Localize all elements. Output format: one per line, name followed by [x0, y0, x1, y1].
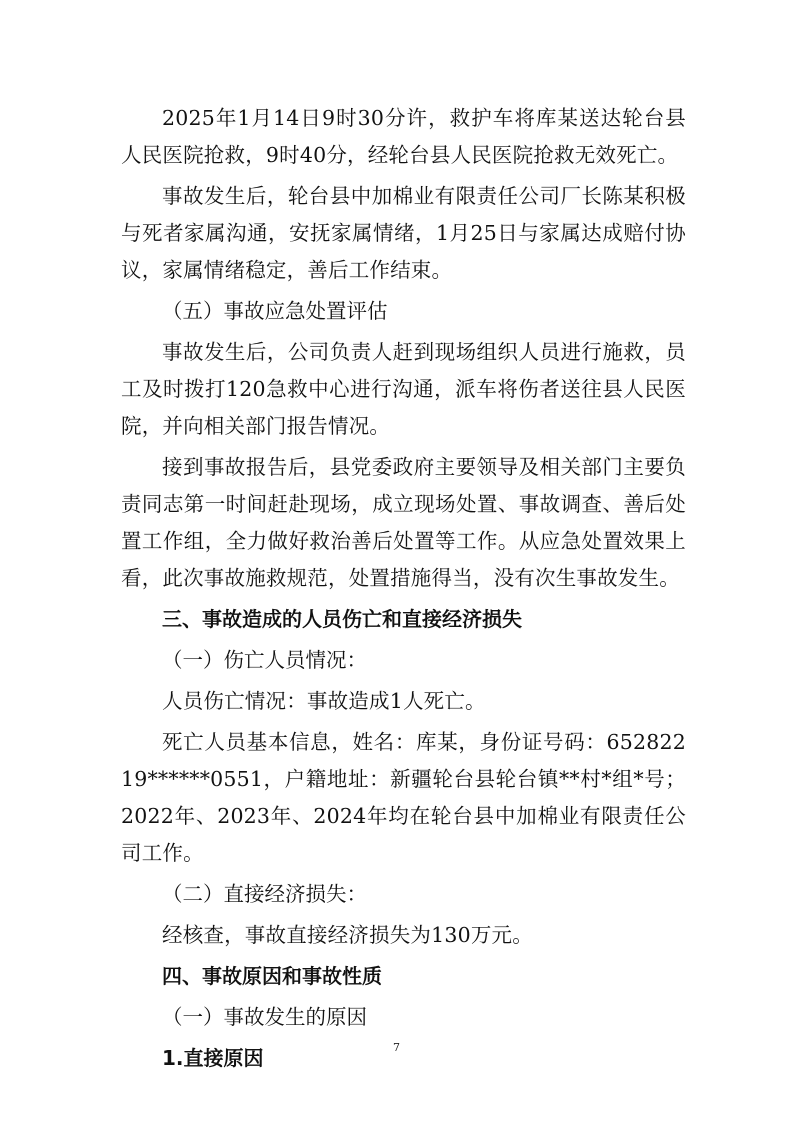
- paragraph-loss-amount: 经核查，事故直接经济损失为130万元。: [162, 923, 533, 947]
- paragraph-aftermath: 事故发生后，轮台县中加棉业有限责任公司厂长陈某积极与死者家属沟通，安抚家属情绪，1月25日与家属达成赔付协议，家属情绪稳定，善后工作结束。: [121, 184, 686, 282]
- heading-cause-nature: 四、事故原因和事故性质: [162, 964, 382, 988]
- paragraph-company-response: 事故发生后，公司负责人赶到现场组织人员进行施救，员工及时拨打120急救中心进行沟通，派车将伤者送往县人民医院，并向相关部门报告情况。: [121, 340, 686, 438]
- page-number: 7: [393, 1041, 400, 1054]
- paragraph-casualty-summary: 人员伤亡情况：事故造成1人死亡。: [162, 689, 486, 713]
- subheading-accident-cause: （一）事故发生的原因: [162, 1005, 367, 1029]
- heading-casualties-losses: 三、事故造成的人员伤亡和直接经济损失: [162, 607, 522, 631]
- paragraph-rescue-time: 2025年1月14日9时30分许，救护车将库某送达轮台县人民医院抢救，9时40分，经轮台县人民医院抢救无效死亡。: [121, 106, 686, 167]
- paragraph-deceased-info: 死亡人员基本信息，姓名：库某，身份证号码：65282219******0551，户籍地址：新疆轮台县轮台镇**村*组*号；2022年、2023年、2024年均在轮台县中加棉业有限责任公司工作。: [121, 730, 686, 865]
- subheading-emergency-evaluation: （五）事故应急处置评估: [162, 299, 388, 323]
- paragraph-government-response: 接到事故报告后，县党委政府主要领导及相关部门主要负责同志第一时间赶赴现场，成立现场处置、事故调查、善后处置工作组，全力做好救治善后处置等工作。从应急处置效果上看，此次事故施救规范，处置措施得当，没有次生事故发生。: [121, 455, 686, 590]
- subheading-direct-cause: 1.直接原因: [162, 1046, 264, 1070]
- subheading-economic-loss: （二）直接经济损失：: [162, 882, 367, 906]
- document-body: [121, 100, 686, 1077]
- subheading-casualty-info: （一）伤亡人员情况：: [162, 648, 367, 672]
